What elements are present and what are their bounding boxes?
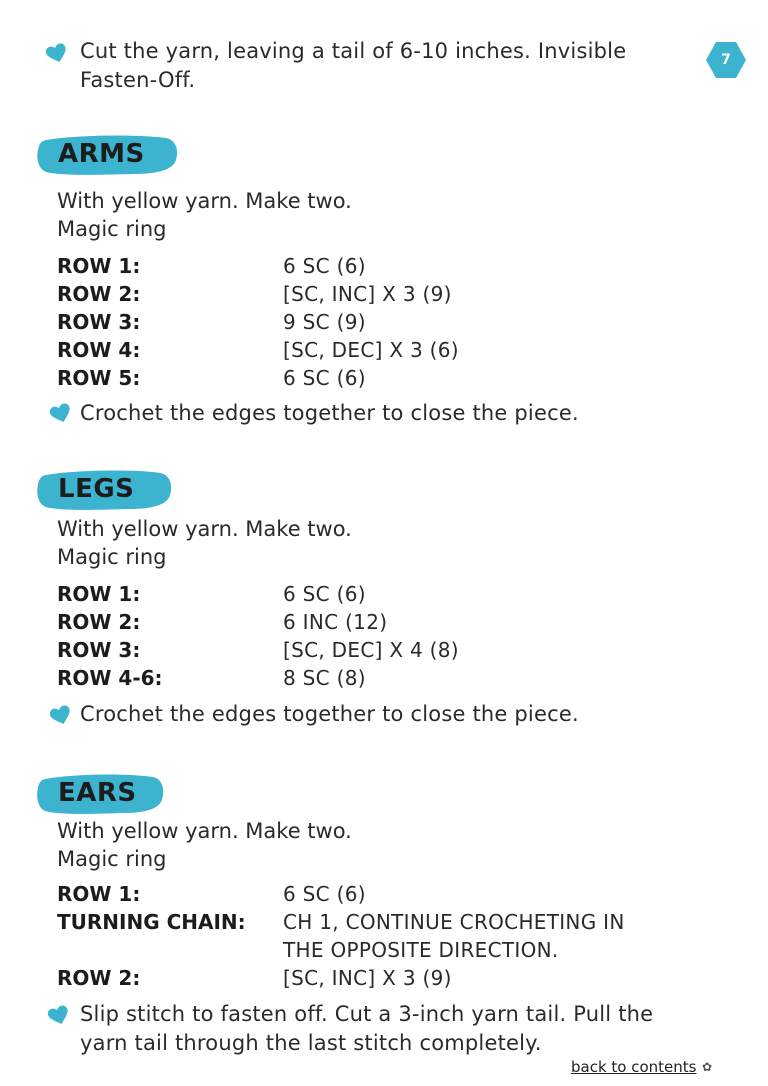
- pattern-row: [57, 908, 737, 936]
- section-heading-arms: [36, 134, 178, 176]
- row-value: CH 1, CONTINUE CROCHETING IN: [283, 910, 625, 934]
- row-value: 8 SC (8): [283, 666, 366, 690]
- row-value: 6 INC (12): [283, 610, 388, 634]
- section-heading-ears: [36, 773, 164, 815]
- row-label: ROW 2:: [57, 282, 141, 306]
- back-to-contents-link[interactable]: back to contents: [571, 1058, 697, 1076]
- pattern-row: [57, 636, 737, 664]
- intro-line: With yellow yarn. Make two.: [57, 517, 352, 541]
- section-note: [80, 1000, 653, 1058]
- row-label: ROW 3:: [57, 638, 141, 662]
- row-value: [SC, INC] X 3 (9): [283, 966, 452, 990]
- section-heading-legs: [36, 469, 172, 511]
- row-value: 6 SC (6): [283, 254, 366, 278]
- pattern-row: [57, 308, 737, 336]
- pattern-row: [57, 964, 737, 992]
- intro-line: Magic ring: [57, 217, 167, 241]
- section-intro: [57, 187, 352, 243]
- page-number: 7: [721, 52, 731, 68]
- row-label: TURNING CHAIN:: [57, 910, 246, 934]
- intro-line: With yellow yarn. Make two.: [57, 819, 352, 843]
- pattern-row: [57, 364, 737, 392]
- pattern-row: [57, 336, 737, 364]
- section-note: Crochet the edges together to close the piece.: [80, 702, 579, 726]
- page-number-badge: [706, 40, 746, 80]
- intro-note: [80, 37, 626, 95]
- section-note: Crochet the edges together to close the piece.: [80, 401, 579, 425]
- row-label: ROW 1:: [57, 582, 141, 606]
- heart-icon: [46, 43, 68, 65]
- row-value: 6 SC (6): [283, 582, 366, 606]
- intro-note-line: Cut the yarn, leaving a tail of 6-10 inches. Invisible: [80, 39, 627, 63]
- pattern-row: [57, 580, 737, 608]
- intro-line: With yellow yarn. Make two.: [57, 189, 352, 213]
- heart-icon: [48, 1005, 70, 1027]
- intro-line: Magic ring: [57, 847, 167, 871]
- note-line: yarn tail through the last stitch completely.: [80, 1031, 542, 1055]
- row-label: ROW 1:: [57, 882, 141, 906]
- note-line: Slip stitch to fasten off. Cut a 3-inch yarn tail. Pull the: [80, 1002, 654, 1026]
- section-title: LEGS: [58, 474, 135, 504]
- row-label: ROW 3:: [57, 310, 141, 334]
- row-value: [SC, INC] X 3 (9): [283, 282, 452, 306]
- pattern-row: [57, 880, 737, 908]
- section-intro: [57, 817, 352, 873]
- row-value: [SC, DEC] X 3 (6): [283, 338, 459, 362]
- row-label: ROW 5:: [57, 366, 141, 390]
- row-value: 9 SC (9): [283, 310, 366, 334]
- intro-line: Magic ring: [57, 545, 167, 569]
- yarn-ball-icon: ✿: [702, 1060, 713, 1074]
- section-title: ARMS: [58, 139, 145, 169]
- intro-note-line: Fasten-Off.: [80, 68, 196, 92]
- heart-icon: [50, 403, 72, 425]
- heart-icon: [50, 705, 72, 727]
- section-title: EARS: [58, 778, 137, 808]
- row-value: [SC, DEC] X 4 (8): [283, 638, 459, 662]
- pattern-row: [57, 280, 737, 308]
- row-value: 6 SC (6): [283, 882, 366, 906]
- pattern-row: [57, 608, 737, 636]
- row-value: 6 SC (6): [283, 366, 366, 390]
- pattern-row: [57, 664, 737, 692]
- row-label: ROW 4-6:: [57, 666, 163, 690]
- row-label: ROW 2:: [57, 610, 141, 634]
- pattern-row: [57, 252, 737, 280]
- row-label: ROW 2:: [57, 966, 141, 990]
- row-value: THE OPPOSITE DIRECTION.: [283, 938, 559, 962]
- pattern-row: [57, 936, 737, 964]
- section-intro: [57, 515, 352, 571]
- row-label: ROW 4:: [57, 338, 141, 362]
- row-label: [57, 936, 283, 964]
- row-label: ROW 1:: [57, 254, 141, 278]
